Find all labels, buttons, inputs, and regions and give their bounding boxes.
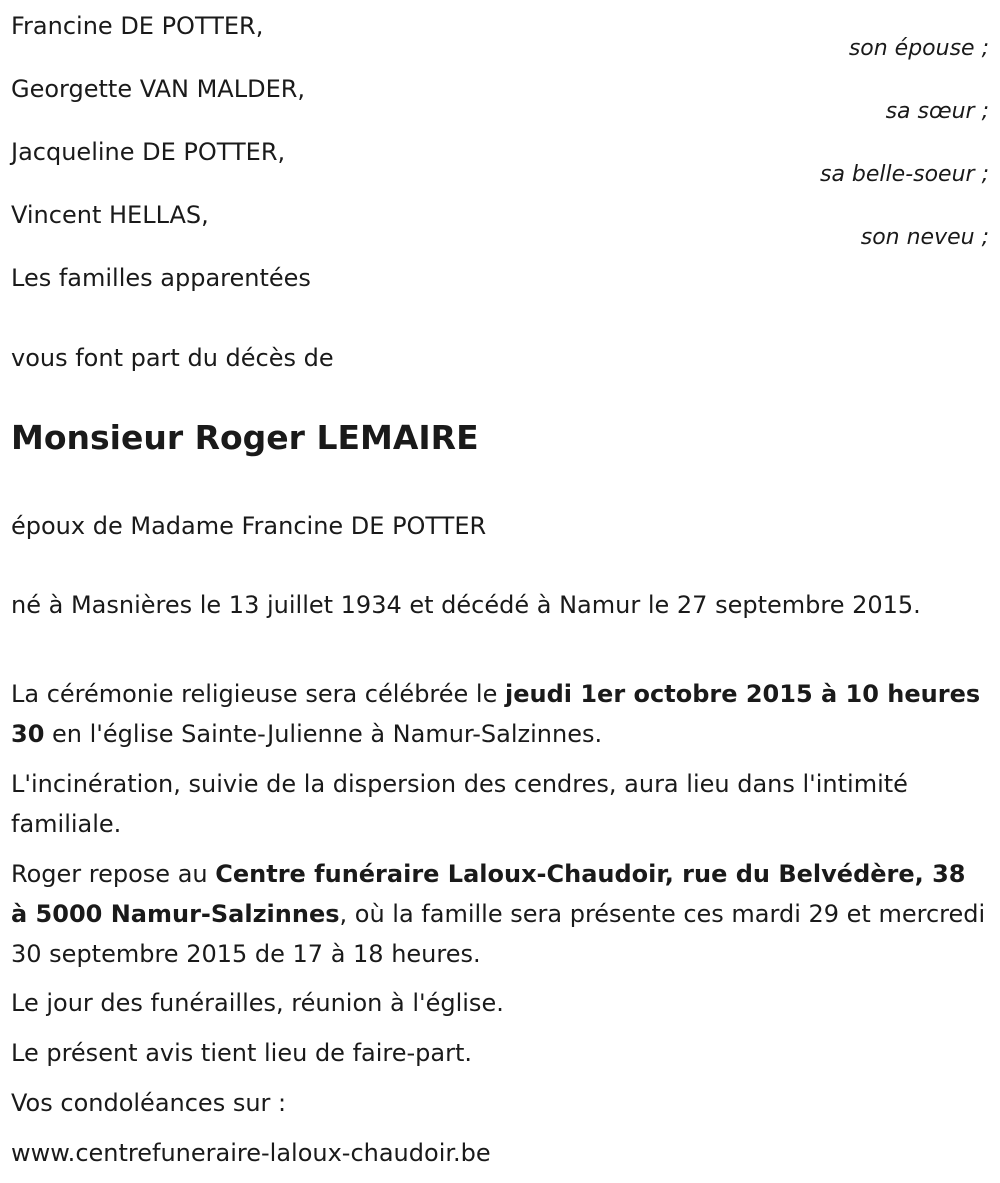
mourner-relation-2: sa sœur ; bbox=[885, 99, 989, 124]
ceremony-text-pre: La cérémonie religieuse sera célébrée le bbox=[11, 680, 505, 708]
ceremony-date-bold: jeudi 1er octobre 2015 à 10 heures 30 bbox=[11, 680, 981, 748]
rest-text-pre: Roger repose au bbox=[11, 860, 216, 888]
meeting-line: Le jour des funérailles, réunion à l'église. bbox=[11, 989, 504, 1017]
birth-death-paragraph: né à Masnières le 13 juillet 1934 et décédé à Namur le 27 septembre 2015. bbox=[11, 591, 921, 619]
mourner-name-1: Francine DE POTTER, bbox=[11, 12, 264, 40]
mourner-relation-3: sa belle-soeur ; bbox=[820, 162, 989, 187]
rest-paragraph bbox=[11, 854, 986, 974]
mourner-name-4: Vincent HELLAS, bbox=[11, 201, 209, 229]
notice-line: Le présent avis tient lieu de faire-part. bbox=[11, 1039, 473, 1067]
mourner-relation-4: son neveu ; bbox=[860, 225, 989, 250]
spouse-line: époux de Madame Francine DE POTTER bbox=[11, 512, 487, 540]
families-line: Les familles apparentées bbox=[11, 264, 311, 292]
mourner-name-2: Georgette VAN MALDER, bbox=[11, 75, 306, 103]
condolences-label: Vos condoléances sur : bbox=[11, 1089, 287, 1117]
rest-location-bold: Centre funéraire Laloux-Chaudoir, rue du Belvédère, 38 à 5000 Namur-Salzinnes bbox=[11, 860, 966, 928]
ceremony-text-post: en l'église Sainte-Julienne à Namur-Salzinnes. bbox=[44, 720, 603, 748]
rest-text-post: , où la famille sera présente ces mardi 29 et mercredi 30 septembre 2015 de 17 à 18 heures. bbox=[11, 900, 986, 968]
website-link[interactable]: www.centrefuneraire-laloux-chaudoir.be bbox=[11, 1139, 491, 1167]
cremation-paragraph: L'incinération, suivie de la dispersion des cendres, aura lieu dans l'intimité familiale. bbox=[11, 770, 908, 838]
ceremony-paragraph bbox=[11, 674, 986, 754]
announce-line: vous font part du décès de bbox=[11, 344, 334, 372]
mourner-name-3: Jacqueline DE POTTER, bbox=[11, 138, 286, 166]
mourner-relation-1: son épouse ; bbox=[848, 36, 989, 61]
deceased-name: Monsieur Roger LEMAIRE bbox=[11, 418, 479, 457]
